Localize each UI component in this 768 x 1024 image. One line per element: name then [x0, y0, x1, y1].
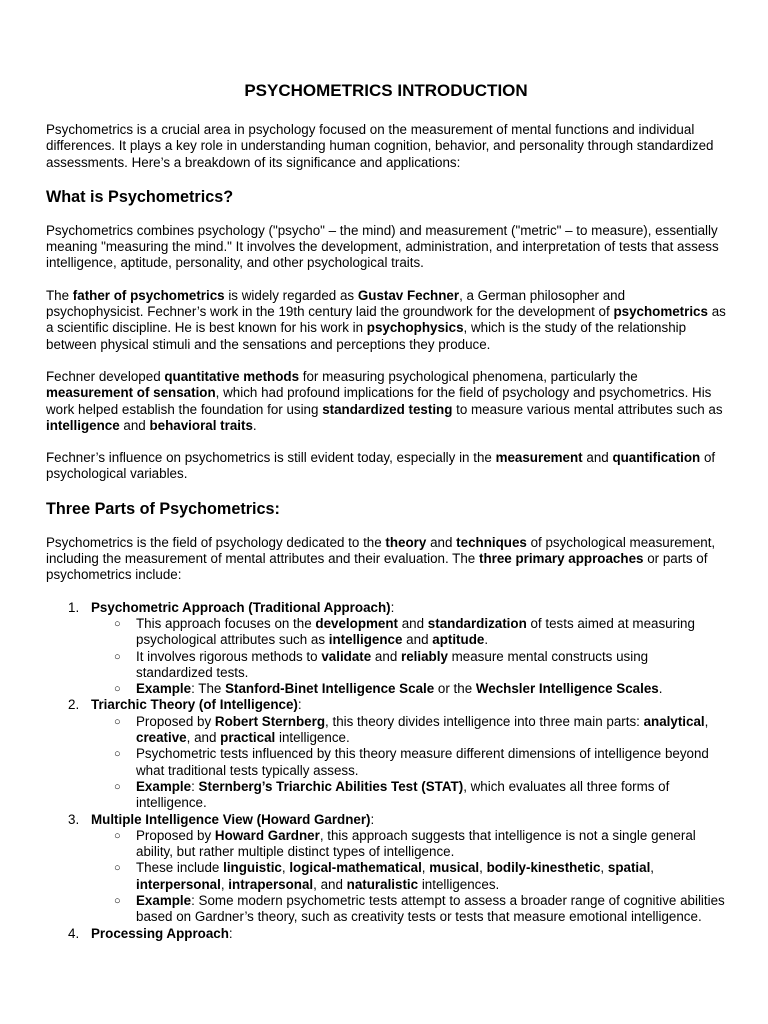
- sub-list: [91, 828, 726, 926]
- list-number: 4.: [68, 925, 80, 941]
- section-heading-what-is: What is Psychometrics?: [46, 187, 234, 206]
- sub-list-item: ○ It involves rigorous methods to validate and reliably measure mental constructs using standardized tests.: [114, 648, 649, 680]
- circle-bullet-icon: ○: [114, 650, 121, 663]
- paragraph-definition: Psychometrics combines psychology ("psycho" – the mind) and measurement ("metric" – to measure), essentially meaning "measuring the mind." It involves the development, administration, and interpretation of tests that assess intelligence, aptitude, personality, and other psychological traits.: [46, 222, 719, 271]
- circle-bullet-icon: ○: [114, 715, 121, 728]
- sub-list: [91, 714, 726, 812]
- document-title: PSYCHOMETRICS INTRODUCTION: [244, 81, 528, 100]
- sub-list-item: ○ Example: The Stanford-Binet Intelligence Scale or the Wechsler Intelligence Scales.: [114, 681, 663, 697]
- sub-list-item: ○ Example: Sternberg’s Triarchic Abilities Test (STAT), which evaluates all three forms of intelligence.: [114, 778, 670, 811]
- sub-list: [91, 616, 726, 697]
- sub-list-item: ○ These include linguistic, logical-mathematical, musical, bodily-kinesthetic, spatial, interpersonal, intrapersonal, and naturalistic intelligences.: [114, 860, 655, 892]
- list-item-title: Processing Approach: [91, 925, 229, 941]
- circle-bullet-icon: ○: [114, 683, 121, 696]
- list-number: 3.: [68, 811, 80, 827]
- circle-bullet-icon: ○: [114, 617, 121, 630]
- paragraph-fechner-influence: Fechner’s influence on psychometrics is still evident today, especially in the measurement and quantification of psychological variables.: [46, 450, 716, 482]
- sub-list-item: ○ Proposed by Howard Gardner, this approach suggests that intelligence is not a single general ability, but rather multiple distinct types of intelligence.: [114, 827, 696, 860]
- circle-bullet-icon: ○: [114, 894, 121, 907]
- list-item-triarchic-theory: 2. Triarchic Theory (of Intelligence): ○ Proposed by Robert Sternberg, this theory divides intelligence into three main parts: analytical, creative, and practical intelligence. ○ Psychometric tests influenced by this theory measure different dimensions of intelligence beyond what traditional tests typically assess. ○ Example: Sternberg’s Triarchic Abilities Test (STAT), which evaluates all three forms of intelligence.: [46, 697, 726, 811]
- circle-bullet-icon: ○: [114, 862, 121, 875]
- list-item-psychometric-approach: 1. Psychometric Approach (Traditional Approach): ○ This approach focuses on the development and standardization of tests aimed at measuring psychological attributes such as intelligence and aptitude. ○ It involves rigorous methods to validate and reliably measure mental constructs using standardized tests. ○ Example: The Stanford-Binet Intelligence Scale or the Wechsler Intelligence Scales.: [46, 600, 726, 698]
- paragraph-three-parts-intro: Psychometrics is the field of psychology dedicated to the theory and techniques of psychological measurement, including the measurement of mental attributes and their evaluation. The three primary approaches or parts of psychometrics include:: [46, 534, 716, 583]
- circle-bullet-icon: ○: [114, 780, 121, 793]
- sub-list-item: ○ This approach focuses on the development and standardization of tests aimed at measuring psychological attributes such as intelligence and aptitude.: [114, 615, 695, 648]
- circle-bullet-icon: ○: [114, 748, 121, 761]
- list-item-title: Psychometric Approach (Traditional Approach): [91, 599, 391, 615]
- intro-paragraph: Psychometrics is a crucial area in psychology focused on the measurement of mental functions and individual differences. It plays a key role in understanding human cognition, behavior, and personality through standardized assessments. Here’s a breakdown of its significance and applications:: [46, 122, 714, 170]
- list-item-title: Multiple Intelligence View (Howard Gardner): [91, 811, 371, 827]
- list-number: 1.: [68, 599, 80, 615]
- paragraph-fechner-methods: Fechner developed quantitative methods for measuring psychological phenomena, particularly the measurement of sensation, which had profound implications for the field of psychology and psychometrics. His work helped establish the foundation for using standardized testing to measure various mental attributes such as intelligence and behavioral traits.: [46, 368, 723, 433]
- section-heading-three-parts: Three Parts of Psychometrics:: [46, 499, 280, 518]
- list-number: 2.: [68, 697, 80, 713]
- sub-list-item: ○ Psychometric tests influenced by this theory measure different dimensions of intelligence beyond what traditional tests typically assess.: [114, 746, 709, 778]
- sub-list-item: ○ Proposed by Robert Sternberg, this theory divides intelligence into three main parts: analytical, creative, and practical intelligence.: [114, 713, 709, 746]
- sub-list-item: ○ Example: Some modern psychometric tests attempt to assess a broader range of cognitive abilities based on Gardner’s theory, such as creativity tests or tests that measure emotional intelligence.: [114, 892, 725, 925]
- list-item-multiple-intelligence: 3. Multiple Intelligence View (Howard Gardner): ○ Proposed by Howard Gardner, this approach suggests that intelligence is not a single general ability, but rather multiple distinct types of intelligence. ○ These include linguistic, logical-mathematical, musical, bodily-kinesthetic, spatial, interpersonal, intrapersonal, and naturalistic intelligences. ○ Example: Some modern psychometric tests attempt to assess a broader range of cognitive abilities based on Gardner’s theory, such as creativity tests or tests that measure emotional intelligence.: [68, 811, 725, 925]
- circle-bullet-icon: ○: [114, 829, 121, 842]
- approaches-list: [46, 600, 726, 942]
- list-item-processing-approach: 4. Processing Approach:: [68, 925, 233, 941]
- list-item-title: Triarchic Theory (of Intelligence): [91, 697, 298, 713]
- paragraph-fechner-father: The father of psychometrics is widely regarded as Gustav Fechner, a German philosopher and psychophysicist. Fechner’s work in the 19th century laid the groundwork for the development of psychometrics as a scientific discipline. He is best known for his work in psychophysics, which is the study of the relationship between physical stimuli and the sensations and perceptions they produce.: [46, 287, 726, 352]
